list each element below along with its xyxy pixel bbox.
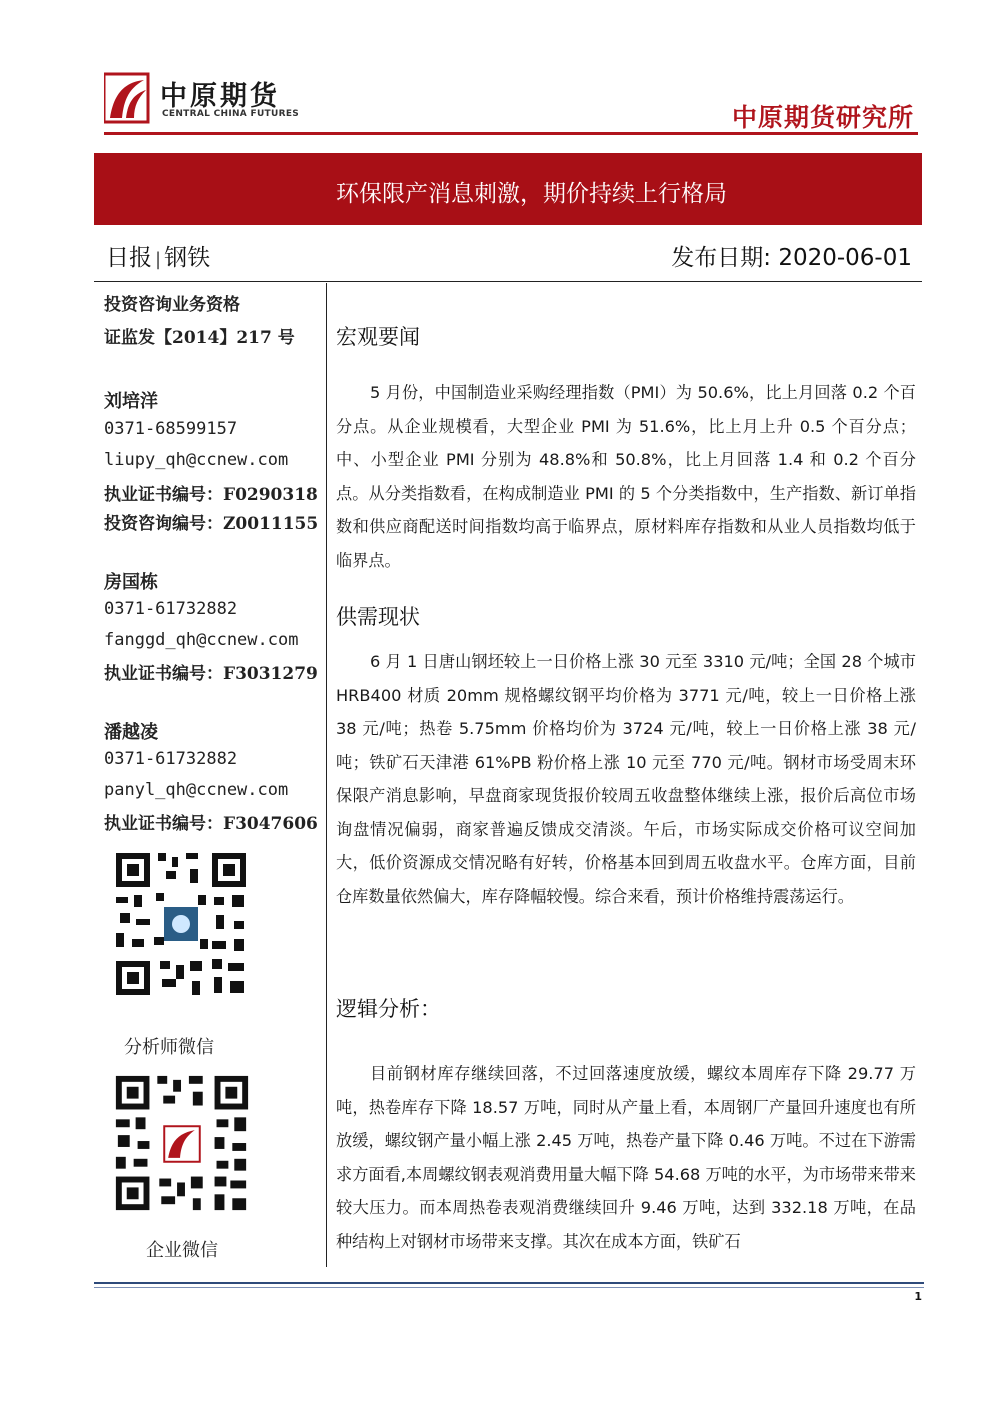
section-heading-macro: 宏观要闻 [336,325,420,349]
analyst-name: 刘培洋 [104,391,158,412]
column-divider [326,283,327,1267]
footer-divider [94,1282,924,1284]
title-banner [94,153,922,225]
section-heading-logic: 逻辑分析： [336,997,441,1021]
analyst-cert: 执业证书编号：F0290318 [104,485,318,505]
report-type-label: 日报 [106,245,152,271]
institute-name: 中原期货研究所 [731,103,914,132]
report-category [106,239,210,272]
page-number: 1 [914,1290,922,1303]
analyst-wechat-qr-icon [106,845,256,1005]
company-logo [104,72,300,124]
analyst-email[interactable]: panyl_qh@ccnew.com [104,780,289,800]
company-wechat-qr-icon [108,1070,256,1218]
company-wechat-caption: 企业微信 [146,1240,218,1261]
analyst-email[interactable]: fanggd_qh@ccnew.com [104,630,299,650]
analyst-cert: 执业证书编号：F3047606 [104,814,318,834]
analyst-phone: 0371-61732882 [104,749,238,769]
logo-chinese-text: 中原期货 [160,81,280,112]
logo-mark-icon [104,72,152,124]
analyst-name: 潘越凌 [104,722,158,743]
analyst-cert: 执业证书编号：F3031279 [104,664,318,684]
qualification-title: 投资咨询业务资格 [104,295,240,315]
footer-divider-thin [94,1287,924,1288]
section-heading-supply-demand: 供需现状 [336,605,420,629]
report-title: 环保限产消息刺激，期价持续上行格局 [336,181,727,207]
analyst-phone: 0371-61732882 [104,599,238,619]
section-body-macro: 5 月份，中国制造业采购经理指数（PMI）为 50.6%，比上月回落 0.2 个百分点。从企业规模看，大型企业 PMI 为 51.6%，比上月上升 0.5 个百分点；中、小型企业 PMI 分别为 48.8%和 50.8%，比上月回落 1.4 和 0.2 个百分点。从分类指数看，在构成制造业 PMI 的 5 个分类指数中，生产指数、新订单指数和供应商配送时间指数均高于临界点，原材料库存指数和从业人员指数均低于临界点。 [336,383,916,570]
qualification-number: 证监发【2014】217 号 [104,328,295,348]
analyst-advisory-number: 投资咨询编号：Z0011155 [104,514,319,534]
subheader-divider [94,281,922,282]
header-divider [104,132,918,135]
analyst-email[interactable]: liupy_qh@ccnew.com [104,450,289,470]
section-body-logic: 目前钢材库存继续回落，不过回落速度放缓，螺纹本周库存下降 29.77 万吨，热卷库存下降 18.57 万吨，同时从产量上看，本周钢厂产量回升速度也有所放缓，螺纹钢产量小幅上涨 2.45 万吨，热卷产量下降 0.46 万吨。不过在下游需求方面看,本周螺纹钢表观消费用量大幅下降 54.68 万吨的水平，为市场带来带来较大压力。而本周热卷表观消费继续回升 9.46 万吨，达到 332.18 万吨，在品种结构上对钢材市场带来支撑。其次在成本方面，铁矿石 [336,1064,916,1251]
category-separator: | [155,249,162,270]
analyst-phone: 0371-68599157 [104,419,238,439]
section-body-supply-demand: 6 月 1 日唐山钢坯较上一日价格上涨 30 元至 3310 元/吨；全国 28 个城市 HRB400 材质 20mm 规格螺纹钢平均价格为 3771 元/吨，较上一日价格上涨 38 元/吨；热卷 5.75mm 价格均价为 3724 元/吨，较上一日价格上涨 38 元/吨；铁矿石天津港 61%PB 粉价格上涨 10 元至 770 元/吨。钢材市场受周末环保限产消息影响，早盘商家现货报价较周五收盘整体继续上涨，报价后高位市场询盘情况偏弱，商家普遍反馈成交清淡。午后，市场实际成交价格可议空间加大，低价资源成交情况略有好转，价格基本回到周五收盘水平。仓库方面，目前仓库数量依然偏大，库存降幅较慢。综合来看，预计价格维持震荡运行。 [336,652,916,906]
report-sector-label: 钢铁 [164,245,211,271]
analyst-name: 房国栋 [104,572,158,593]
analyst-wechat-caption: 分析师微信 [124,1037,214,1058]
publish-date: 发布日期: 2020-06-01 [671,245,912,271]
logo-english-text: CENTRAL CHINA FUTURES [162,109,300,119]
